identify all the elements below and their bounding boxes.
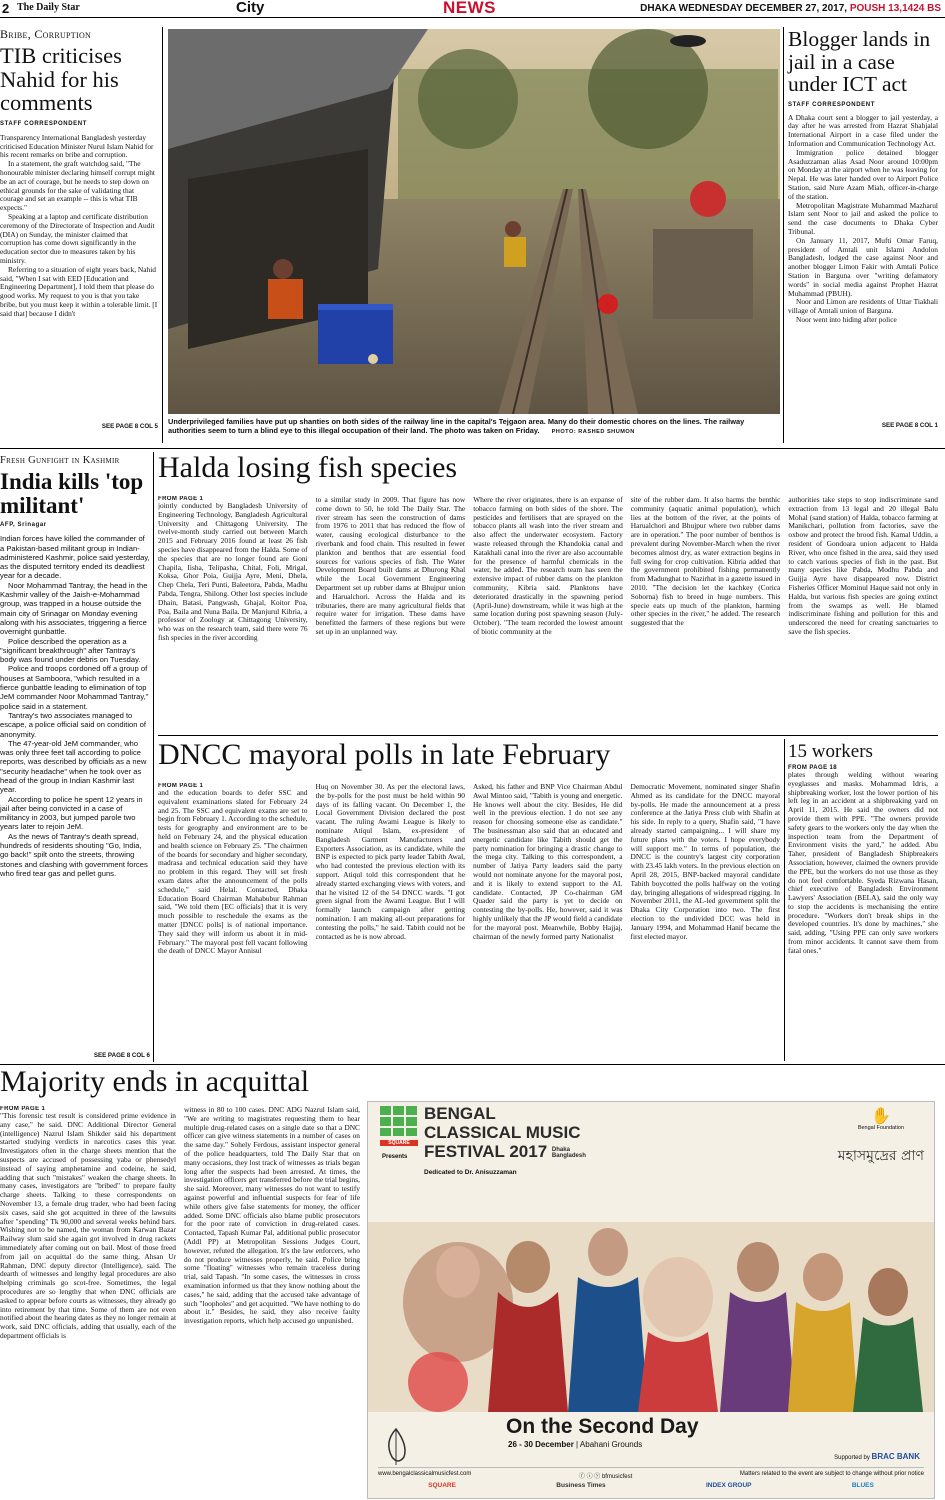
festival-tagline: On the Second Day: [506, 1415, 699, 1438]
halda-column: [158, 496, 308, 732]
dateline-date: WEDNESDAY DECEMBER 27, 2017,: [678, 3, 848, 14]
workers-headline[interactable]: 15 workers: [788, 741, 873, 762]
presents-label: Presents: [382, 1154, 408, 1160]
kashmir-paragraph: As the news of Tantray's death spread, hundreds of residents shouting "Go, India, go back!" spilt onto the streets, throwing stones and clashing with government forces who fired tear gas and pellet guns.: [0, 831, 148, 878]
kashmir-paragraph: Indian forces have killed the commander of a Pakistan-based militant group in Indian-administered Kashmir, police said yesterday, as the disputed territory ended its deadliest year for a decade.: [0, 534, 150, 581]
dncc-column: [631, 783, 781, 1059]
festival-dates: 26 - 30 December | Abahani Grounds: [508, 1440, 643, 1449]
sitar-player-icon: [382, 1427, 410, 1467]
shanty-railway-photo: [168, 29, 780, 414]
sponsor-logos: [378, 1482, 924, 1489]
festival-city: Dhaka: [551, 1146, 570, 1153]
blogger-paragraph: Immigration police detained blogger Asaduzzaman alias Asad Noor around 10:00pm on Monday at the airport when he was leaving for Nepal. He was later handed over to Airport Police Station, said Nure Azam Miah, officer-in-charge of the station.: [788, 147, 938, 201]
dateline-bangla: POUSH 13,1424 BS: [849, 3, 941, 14]
tib-paragraph: Referring to a situation of eight years back, Nahid said, "When I sat with EED [Education and Engineering Department], I told them that please do good works. My request to you is that you take bribe, but you must keep it within a tolerable limit. [I said that] because I didn't: [0, 264, 158, 318]
dncc-column: [316, 783, 466, 1059]
main-photo: [168, 29, 780, 414]
workers-text: plates through welding without wearing eyeglasses and masks. Mohammad Idris, a shipbreaking worker, lost the lower portion of his left leg in an accident at a shipbreaking yard on April 11, 2015. He said the owners did not provide them with PPE. "The owners provide safety gears to the workers only the day when the inspection team from the Department of Environment visits the yard," he added. Abu Taher, president of Bangladesh Shipbreakers Association, however, claimed the owners provide the PPE, but the workers do not use those as they do not feel comfortable. Syeda Rizwana Hasan, chief executive of Bangladesh Environment Lawyers' Association (BELA), said the only way to stop the accidents is mechanising the entire procedure. "Workers don't break ships in the developed countries. It's done by machines," she said, adding, "Using PPE can only save workers from minor accidents. It cannot save them from fatal ones.": [788, 770, 938, 955]
halda-text: site of the rubber dam. It also harms the benthic community (aquatic animal population), which lies at the bottom of the river, at the points of Harualchori and Bhujpur where two rubber dams are in operation." The poor number of benthos is prevalent during November-March when the river becomes almost dry, as water extraction begins in full swing for crop cultivation. Kibria added that the government prohibited fishing permanently from Madunghat to Nazirhat in a gazette issued in 2010. "The decision let the kachkey (Corica Soborna) fish to breed in huge numbers. This specie eats up much of the plankton, harming other species in the river," he added. The research suggested that the: [630, 496, 781, 628]
square-logo: [380, 1106, 418, 1144]
halda-column: [316, 496, 466, 732]
acquittal-story: [0, 1066, 360, 1498]
festival-title-line: BENGAL: [424, 1104, 496, 1123]
blogger-paragraph: Metropolitan Magistrate Muhammad Mazharul Islam sent Noor to jail and asked the police to send the case documents to Dhaka Cyber Tribunal.: [788, 200, 938, 237]
kashmir-paragraph: Noor Mohammad Tantray, the head in the Kashmir valley of the Jaish-e-Mohammad group, was trapped in a house outside the main city of Srinagar on Monday evening along with his associates, triggering a fierce overnight gunbattle.: [0, 580, 148, 637]
from-page-label: FROM PAGE 18: [788, 764, 838, 771]
from-page-label: FROM PAGE 1: [0, 1106, 46, 1112]
paper-logo: The Daily Star: [17, 2, 80, 13]
horizontal-rule: [0, 448, 945, 449]
photo-credit: PHOTO: RASHED SHUMON: [551, 429, 635, 435]
acquittal-text: "This forensic test result is considered prime evidence in any case," he said. DNC Additional Director General (intelligence) Nazrul Islam Shikder said his department started studying verdicts in narcotics cases this year. Investigators often in the charge sheets mention that the suspects are accused of possessing yaba or phensedyl instead of saying amphetamine and codeine, he said, adding that such "mistakes" weaken the charge sheets. In many cases, investigators are "bribed" to prepare faulty charge sheets. Talking to these correspondents on November 13, a female drug trader, who had been facing six cases, said she got acquitted in three of the lawsuits after "spending" Tk 90,000 and several weeks behind bars. Wishing not to be named, the woman from Karwan Bazar Railway slum said she again got involved in drug rackets immediately after coming out on bail. Most of those freed from jail on acquittal do the same thing, Ahsan Ur Rahman, DNC deputy director (Intelligence), said. The dearth of witnesses and lengthy legal procedures are also helping criminals go scot-free. Sometimes, the legal procedures are so lengthy that when DNC officials are asked to appear before courts as witnesses, they already go into retirement by that time. Some of them are not even notified about the hearing dates as they no longer remain at work, said DNC officials, adding that usually, each of the department officials is: [0, 1111, 176, 1340]
halda-story: [158, 452, 938, 732]
kashmir-paragraph: Tantray's two associates managed to escape, a police official said on condition of anonymity.: [0, 710, 146, 739]
supported-by: [834, 1452, 920, 1461]
ad-disclaimer: Matters related to the event are subject to change without prior notice: [739, 1471, 924, 1477]
tib-body: [0, 134, 158, 421]
tib-paragraph: Speaking at a laptop and certificate distribution ceremony of the Directorate of Inspection and Audit (DIA) on Sunday, the minister claimed that corruption has come down significantly in the education sector due to measures taken by his ministry.: [0, 212, 155, 266]
kashmir-kicker: Fresh Gunfight in Kashmir: [0, 455, 120, 466]
acquittal-headline[interactable]: Majority ends in acquittal: [0, 1065, 310, 1098]
kashmir-paragraph: According to police he spent 12 years in jail after being convicted in a case of militancy in 2003, but jumped parole two years later to rejoin JeM.: [0, 794, 143, 832]
halda-text: authorities take steps to stop indiscriminate sand extraction from 13 legal and 20 illegal Balu Mohal (sand station) of Halda, tobacco farming at Manikchari, pollution from factories, save the oxbow and protect the brood fish. Kamal Uddin, a resident of Gondoara union adjacent to Halda River, who once fished in the area, said they used to catch various species of fish in the past. But many species like Pabda, Modhu Pabda and Guijja Ayre have disappeared now. District Fisheries Officer Mominul Haque said not only in Halda, but various fish species are going extinct from the swamps as well. He blamed indiscriminate fishing and pollution for this and underscored the need for creating sanctuaries to save the fish species.: [788, 496, 938, 636]
dates-value: 26 - 30 December: [508, 1440, 574, 1449]
tib-paragraph: Transparency International Bangladesh yesterday criticised Education Minister Nurul Islam Nahid for his recent remarks on bribe and corruption.: [0, 133, 154, 160]
bank-name: BRAC BANK: [871, 1452, 920, 1461]
dncc-text: Asked, his father and BNP Vice Chairman Abdul Awal Mintoo said, "Tabith is young and energetic. He knows well about the city. Besides, He did well in the previous election. I do not see any reason for choosing someone else as candidate." The businessman also said that an educated and energetic candidate like Tabith should get the party nomination for bringing a drastic change to the mega city. Talking to this correspondent, a number of Jatiya Party leaders said the party would not nominate anyone for the mayoral post, and it is likely to extend support to the AL candidate. Contacted, JP Co-chairman GM Quader said the party is yet to decide on contesting the by-polls. He, however, said it was highly unlikely that the JP would field a candidate for the mayoral post. Meanwhile, Bobby Hajjaj, chairman of the newly formed party Nationalist: [473, 783, 623, 941]
blogger-paragraph: A Dhaka court sent a blogger to jail yesterday, a day after he was arrested from Hazrat Shahjalal International Airport in a case filed under the Information and Communication Technology Act.: [788, 113, 938, 149]
bangla-title: মহাসমুদ্রের প্রাণ: [837, 1148, 924, 1164]
festival-title-line: [424, 1142, 586, 1161]
from-page-label: FROM PAGE 1: [158, 496, 204, 502]
blogger-paragraph: On January 11, 2017, Mufti Omar Faruq, president of Amtali unit Islami Andolon Bangladesh, lodged the case against Noor and another blogger Limon Fakir with Amtali Police Station in Barguna over "writing defamatory words" in social media against Prophet Hazrat Muhammad (PBUH).: [788, 235, 938, 298]
dncc-column: [158, 783, 308, 1059]
artists-collage: [368, 1182, 934, 1412]
square-label: SQUARE: [380, 1140, 418, 1146]
blogger-story: [788, 28, 938, 444]
kashmir-headline[interactable]: India kills 'top militant': [0, 469, 144, 519]
dateline-city: DHAKA: [640, 3, 676, 14]
kashmir-story: [0, 455, 150, 1060]
photo-caption: [168, 417, 780, 435]
from-page-label: FROM PAGE 1: [158, 783, 204, 789]
section-label: City: [236, 0, 265, 16]
festival-title-line: CLASSICAL MUSIC: [424, 1123, 581, 1142]
sponsor-logo: BLUES: [851, 1482, 874, 1489]
tib-paragraph: In a statement, the graft watchdog said, "The honourable minister declaring himself corrupt might be an act of courage, but he needs to step down on ethical grounds for the sake of validating that courage and set an example -- this is what TIB expects.": [0, 159, 155, 213]
blogger-body: [788, 114, 938, 422]
sponsor-logo: SQUARE: [428, 1482, 456, 1489]
bengal-foundation-logo: [858, 1106, 904, 1131]
dncc-text: and the education boards to defer SSC and equivalent examinations slated for February 24 and 25. The SSC and equivalent exams are set to begin from February 1. According to the schedule, tests for geography and environment are to be held on February 24, and the physical education and health science on February 25. "The chairmen of the boards for secondary and higher secondary, madrasa and technical education said they have no problem in this regard. They will set fresh exam dates after the announcement of the polls schedule," said Helal. Contacted, Dhaka Education Board Chairman Mahabubur Rahman said, "We told them [EC officials] that it is very much possible to reschedule the exams as the matter [DNCC polls] is of national importance. They said they will inform us about it in mid-February." The mayoral post fell vacant following the death of DNCC Mayor Annisul: [158, 788, 308, 956]
kashmir-byline: AFP, Srinagar: [0, 522, 47, 529]
kashmir-body: [0, 534, 150, 1049]
workers-body: [788, 771, 938, 1063]
halda-column: [473, 496, 623, 732]
blogger-jump-link[interactable]: SEE PAGE 8 COL 1: [881, 421, 938, 429]
acquittal-column: [184, 1106, 360, 1496]
column-rule: [153, 452, 154, 1062]
acquittal-column: [0, 1106, 176, 1496]
festival-title: [424, 1104, 586, 1161]
halda-column: [631, 496, 781, 732]
acquittal-text: witness in 80 to 100 cases. DNC ADG Nazrul Islam said, "We are writing to magistrates requesting them to hear multiple drug-related cases on a single date so that a DNC officer can give witness statements in a number of cases on the same day." Sohely Ferdous, assistant inspector general of the police headquarters, told The Daily Star that on many occasions, they lost track of witnesses as trials began long after the suspects had been arrested. At times, the investigation officers get transferred before the trial begins, she said. Moreover, many witnesses do not want to testify against powerful and influential suspects for fear of life while others give false statements for money, the officer added. Some DNC officials also blame public prosecutors for the poor rate of conviction in drug-related cases. Contacted, Tapash Kumar Pal, additional public prosecutor (Addl PP) at Metropolitan Sessions Judges Court, however, refuted the allegation. It's the law enforcers, who do not produce witnesses properly, he said. Police bring some "floating" witnesses who remain traceless during trial, said Tapash. "In some cases, the witnesses in cross examination informed us that they know nothing about the cases," he said, adding that the accused take advantage of such "loopholes" and get acquitted. "We have nothing to do about it." Besides, he said, they also receive faulty investigation reports, which help accused go unpunished.: [184, 1106, 360, 1326]
supported-by-label: Supported by: [834, 1455, 870, 1461]
festival-year: FESTIVAL 2017: [424, 1142, 548, 1161]
dedication: Dedicated to Dr. Anisuzzaman: [424, 1169, 517, 1176]
tib-byline: STAFF CORRESPONDENT: [0, 120, 87, 127]
blogger-headline[interactable]: Blogger lands in jail in a case under ICT act: [788, 27, 931, 97]
venue-value: Abahani Grounds: [579, 1440, 643, 1449]
page-number: 2: [2, 1, 10, 16]
photo-caption-text: Underprivileged families have put up shanties on both sides of the railway line in the capital's Tejgaon area. Many do their domestic chores on the lines. The railway authorities seem to turn a blind eye to this illegal occupation of their land. The photo was taken on Friday.: [168, 417, 745, 435]
halda-text: to a similar study in 2009. That figure has now come down to 50, he told The Daily Star. The river stream has seen the construction of dams from 1976 to 2011 that has reduced the flow of water, causing ecological disturbance to the riverbank and food chain. This resulted in fewer plankton and benthos that are essential food sources for various species of fish. The Water Development Board built dams at Dhurong Khal while the Local Government Engineering Department set up rubber dams at Bhujpur union and Harualchori. Across the Halda and its tributaries, there are many agricultural fields that require water for irrigation. These dams have benefitted the farmers of these regions but were set up in an unplanned way.: [315, 496, 466, 636]
sponsor-logo: INDEX GROUP: [705, 1482, 752, 1489]
workers-story: [788, 742, 938, 1062]
square-grid-icon: [380, 1106, 418, 1136]
blogger-byline: STAFF CORRESPONDENT: [788, 101, 875, 108]
kashmir-jump-link[interactable]: SEE PAGE 8 COL 6: [93, 1052, 150, 1060]
tib-kicker: Bribe, Corruption: [0, 27, 92, 41]
kashmir-paragraph: Police described the operation as a "significant breakthrough" after Tantray's body was found under debris on Tuesday.: [0, 636, 141, 665]
festival-advertisement[interactable]: [367, 1101, 935, 1499]
festival-website[interactable]: www.bengalclassicalmusicfest.com: [378, 1471, 472, 1477]
column-rule: [783, 27, 784, 443]
dncc-headline[interactable]: DNCC mayoral polls in late February: [158, 738, 611, 771]
sponsor-logo: Business Times: [556, 1482, 606, 1489]
blogger-paragraph: Noor went into hiding after police: [796, 315, 897, 325]
dncc-story: [158, 739, 780, 1061]
column-rule: [784, 739, 785, 1061]
masthead: [0, 0, 945, 18]
social-icons: ⓕ ⓘ ⓨ: [578, 1474, 602, 1480]
hand-emblem-icon: ✋: [870, 1106, 891, 1125]
halda-text: Where the river originates, there is an expanse of tobacco farming on both sides of the shore. The pesticides and fertilisers that are sprayed on the tobacco plants all wash into the river stream and also affect the underwater ecosystem. Factory waste released through the Khandokia canal and Katakhali canal into the river are also accountable for the presence of harmful chemicals in the water, he added. The research team has seen the extensive impact of rubber dams on the plankton community, Kibria said. Planktons have deteriorated drastically in the spawning period (April-June) downstream, while it was high at the same location during post spawning season (July-October). "The team recorded the lowest amount of biotic community at the: [473, 496, 623, 636]
dncc-column: [473, 783, 623, 1059]
horizontal-rule: [158, 735, 938, 736]
news-label: NEWS: [443, 0, 496, 17]
festival-country: Bangladesh: [551, 1152, 586, 1159]
tib-jump-link[interactable]: SEE PAGE 8 COL 5: [101, 422, 158, 430]
dncc-text: Democratic Movement, nominated singer Shafin Ahmed as its candidate for the DNCC mayoral by-polls. He made the announcement at a press conference at the Jatiya Press club with Shafin at his side. In reply to a query, Shafin said, "I have already started campaigning... I will share my future plans with the voters. I hope everybody will support me." In terms of population, the DNCC is the country's largest city corporation with 23.45 lakh voters. In the previous election on April 28, 2015, BNP-backed mayoral candidate Tabith boycotted the polls halfway on the voting day, bringing allegations of widespread rigging. In November 2011, the AL-led government split the Dhaka City Corporation into two. The first election to the undivided DCC was held in January 1994, and Mohammad Hanif became the first elected mayor.: [630, 783, 780, 941]
dncc-text: Huq on November 30. As per the electoral laws, the by-polls for the post must be held within 90 days of its falling vacant. On December 1, the Local Government Division declared the post vacant. The ruling Awami League is likely to nominate Atiqul Islam, ex-president of Bangladesh Garment Manufacturers and Exporters Association, as its candidate, while the BNP is expected to pick party leader Tabith Awal, who had contested the previous election with its support. Atiqul told this correspondent that he already started exchanging views with voters, and that he visited 12 of the 54 DNCC wards. "I got green signal from the Awami League. But I will formally launch campaign after getting nomination. I am making all-out preparations for contesting the polls," he said. Tabith could not be contacted as he is now abroad.: [315, 783, 465, 941]
tib-story: [0, 27, 158, 444]
halda-column: [788, 496, 938, 732]
dateline: [640, 3, 941, 14]
social-links[interactable]: [579, 1471, 632, 1480]
halda-headline[interactable]: Halda losing fish species: [158, 451, 458, 484]
halda-text: jointly conducted by Bangladesh University of Engineering Technology, Bangladesh Agricultural University and Chittagong University. The twelve-month study carried out between March 2015 and February 2016 found at least 26 fish species have disappeared from the Halda. Some of the species that are no longer found are Goni Chapila, Iisha, Telipasha, Chital, Foli, Mrigal, Koksa, Ghor Poia, Guijja Ayre, Meni, Dhela, Chep Chela, Teri Punti, Baleetora, Pabda, Madhu Pabda, Tengra, Shilong. Other lost species include Dhain, Batasi, Pangwash, Ghajal, Koitor Poa, Poa, Baila and Nuna Baila. Dr Manjurul Kibria, a professor of Zoology at Chittagong University, who was on the research team, said there were 76 fish species in the river according: [158, 501, 308, 642]
blogger-paragraph: Noor and Limon are residents of Uttar Tiakhali village of Amtali union of Barguna.: [788, 297, 938, 316]
foundation-label: Bengal Foundation: [857, 1125, 904, 1131]
tib-headline[interactable]: TIB criticises Nahid for his comments: [0, 43, 122, 116]
ad-footer: [378, 1467, 924, 1480]
kashmir-paragraph: The 47-year-old JeM commander, who was only three feet tall according to police reports, was described by officials as a new "security headache" when he took over as head of the group in Indian Kashmir last year.: [0, 738, 147, 795]
social-handle: bfmusicfest: [601, 1474, 633, 1480]
kashmir-paragraph: Police and troops cordoned off a group of houses at Samboora, "which resulted in a fierce gunbattle leading to elimination of top JeM commander Noor Mohammad Tantray," police said in a statement.: [0, 664, 149, 711]
column-rule: [162, 27, 163, 443]
